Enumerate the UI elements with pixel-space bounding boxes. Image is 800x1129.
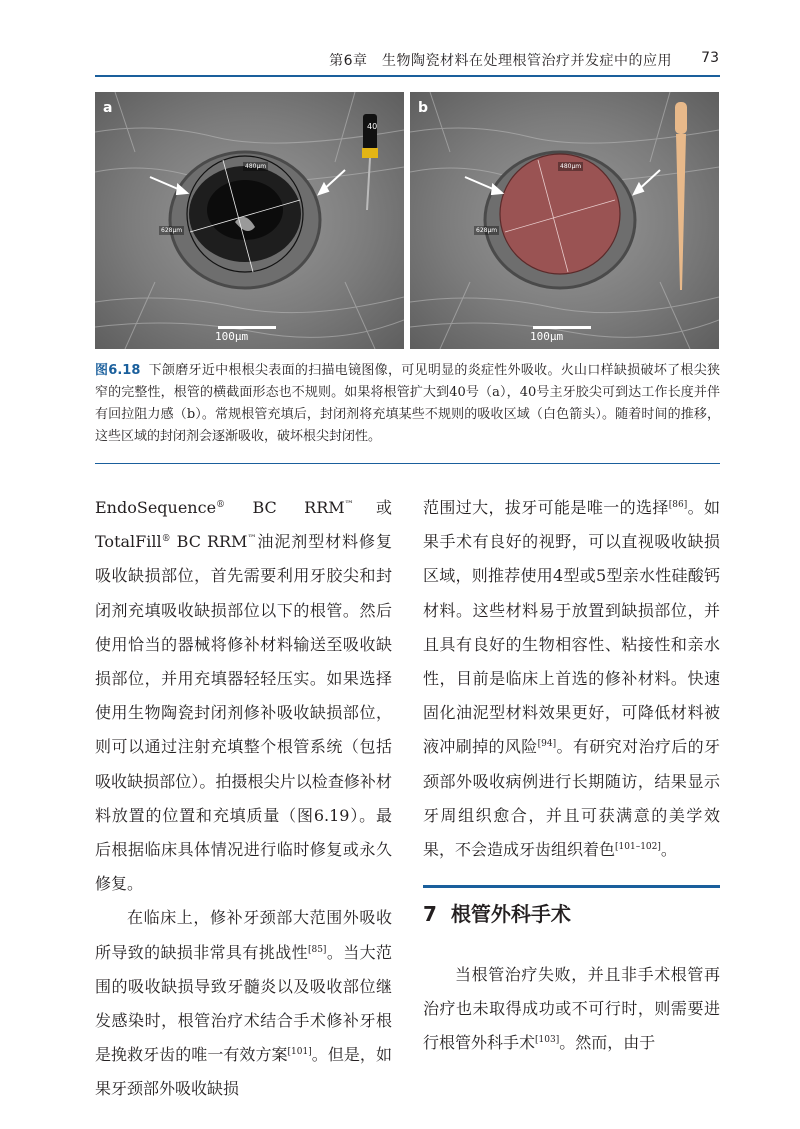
citation-ref: [86]: [668, 500, 688, 510]
text-run: 油泥剂型材料修复吸收缺损部位，首先需要利用牙胶尖和封闭剂充填吸收缺损部位以下的根管。然后使用恰当的器械将修补材料输送至吸收缺损部位，并用充填器轻轻压实。如果选择使用生物陶瓷封闭剂修补吸收缺损部位，则可以通过注射充填整个根管系统（包括吸收缺损部位）。拍摄根尖片以检查修补材料放置的位置和充填质量（图6.19）。最后根据临床具体情况进行临时修复或永久修复。: [95, 532, 392, 894]
sem-panel-b: [410, 92, 719, 349]
section-number: 7: [423, 902, 437, 926]
text-run: 。有研究对治疗后的牙颈部外吸收病例进行长期随访，结果显示牙周组织愈合，并且可获满意的美学效果，不会造成牙齿组织着色: [423, 737, 720, 860]
text-run: 。但是，如果牙颈部外吸收缺损: [95, 1045, 392, 1099]
text-run: 或TotalFill: [95, 498, 392, 552]
text-run: BC RRM: [225, 498, 345, 517]
sem-image-b: [410, 92, 719, 349]
header-divider: [95, 75, 720, 77]
text-run: BC RRM: [170, 532, 248, 552]
figure-caption: [95, 360, 720, 448]
scale-bar-b: [533, 326, 591, 329]
sem-image-a: [95, 92, 404, 349]
measurement-left-a: 628μm: [161, 227, 183, 234]
trademark-symbol: ®: [161, 534, 171, 545]
trademark-symbol: ®: [216, 500, 226, 510]
chapter-title: 第6章 生物陶瓷材料在处理根管治疗并发症中的应用: [329, 53, 672, 69]
paragraph: [95, 901, 392, 1106]
right-column-continued: [423, 958, 720, 1061]
right-column: [423, 491, 720, 867]
measurement-left-b: 628μm: [476, 227, 498, 234]
running-header: [0, 47, 800, 71]
scale-bar-a: [218, 326, 276, 329]
scale-label-a: 100μm: [215, 330, 249, 343]
section-divider: [423, 885, 720, 888]
text-run: 。当大范围的吸收缺损导致牙髓炎以及吸收部位继发感染时，根管治疗术结合手术修补牙根是挽救牙齿的唯一有效方案: [95, 942, 392, 1065]
text-run: 当根管治疗失败，并且非手术根管再治疗也未取得成功或不可行时，则需要进行根管外科手术: [423, 965, 720, 1053]
paragraph: [95, 491, 392, 901]
measurement-top-a: 480μm: [245, 163, 267, 170]
panel-letter-a: a: [103, 100, 113, 116]
text-run: 。如果手术有良好的视野，可以直视吸收缺损区域，则推荐使用4型或5型亲水性硅酸钙材料。这些材料易于放置到缺损部位，并且具有良好的生物相容性、粘接性和亲水性，目前是临床上首选的修补材料。快速固化油泥型材料效果更好，可降低材料被液冲刷掉的风险: [423, 498, 720, 757]
citation-ref: [103]: [535, 1035, 560, 1046]
citation-ref: [101]: [287, 1047, 312, 1058]
text-run: 。: [660, 840, 677, 860]
panel-letter-b: b: [418, 100, 429, 116]
paragraph: [423, 958, 720, 1061]
section-title: 根管外科手术: [450, 902, 571, 926]
trademark-symbol: ™: [344, 500, 354, 510]
caption-divider: [95, 463, 720, 464]
left-column: [95, 491, 392, 1107]
citation-ref: [85]: [307, 944, 327, 955]
measurement-top-b: 480μm: [560, 163, 582, 170]
text-run: 范围过大，拔牙可能是唯一的选择: [423, 498, 669, 517]
section-heading: [423, 898, 720, 927]
figure-label: 图6.18: [95, 363, 141, 378]
page-number: 73: [701, 50, 719, 66]
text-run: EndoSequence: [95, 498, 217, 517]
citation-ref: [94]: [537, 739, 557, 750]
sem-panel-a: [95, 92, 404, 349]
scale-label-b: 100μm: [530, 330, 564, 343]
trademark-symbol: ™: [247, 534, 257, 545]
paragraph: [423, 491, 720, 867]
figure-6-18: [95, 92, 720, 349]
text-run: 。然而，由于: [559, 1033, 656, 1053]
instrument-size-label: 40: [367, 122, 378, 131]
text-run: 在临床上，修补牙颈部大范围外吸收所导致的缺损非常具有挑战性: [95, 908, 392, 962]
citation-ref: [101–102]: [615, 842, 661, 853]
caption-text: 下颌磨牙近中根根尖表面的扫描电镜图像，可见明显的炎症性外吸收。火山口样缺损破坏了根尖狭窄的完整性，根管的横截面形态也不规则。如果将根管扩大到40号（a），40号主牙胶尖可到达工作长度并伴有回拉阻力感（b）。常规根管充填后，封闭剂将充填某些不规则的吸收区域（白色箭头）。随着时间的推移，这些区域的封闭剂会逐渐吸收，破坏根尖封闭性。: [95, 363, 720, 444]
